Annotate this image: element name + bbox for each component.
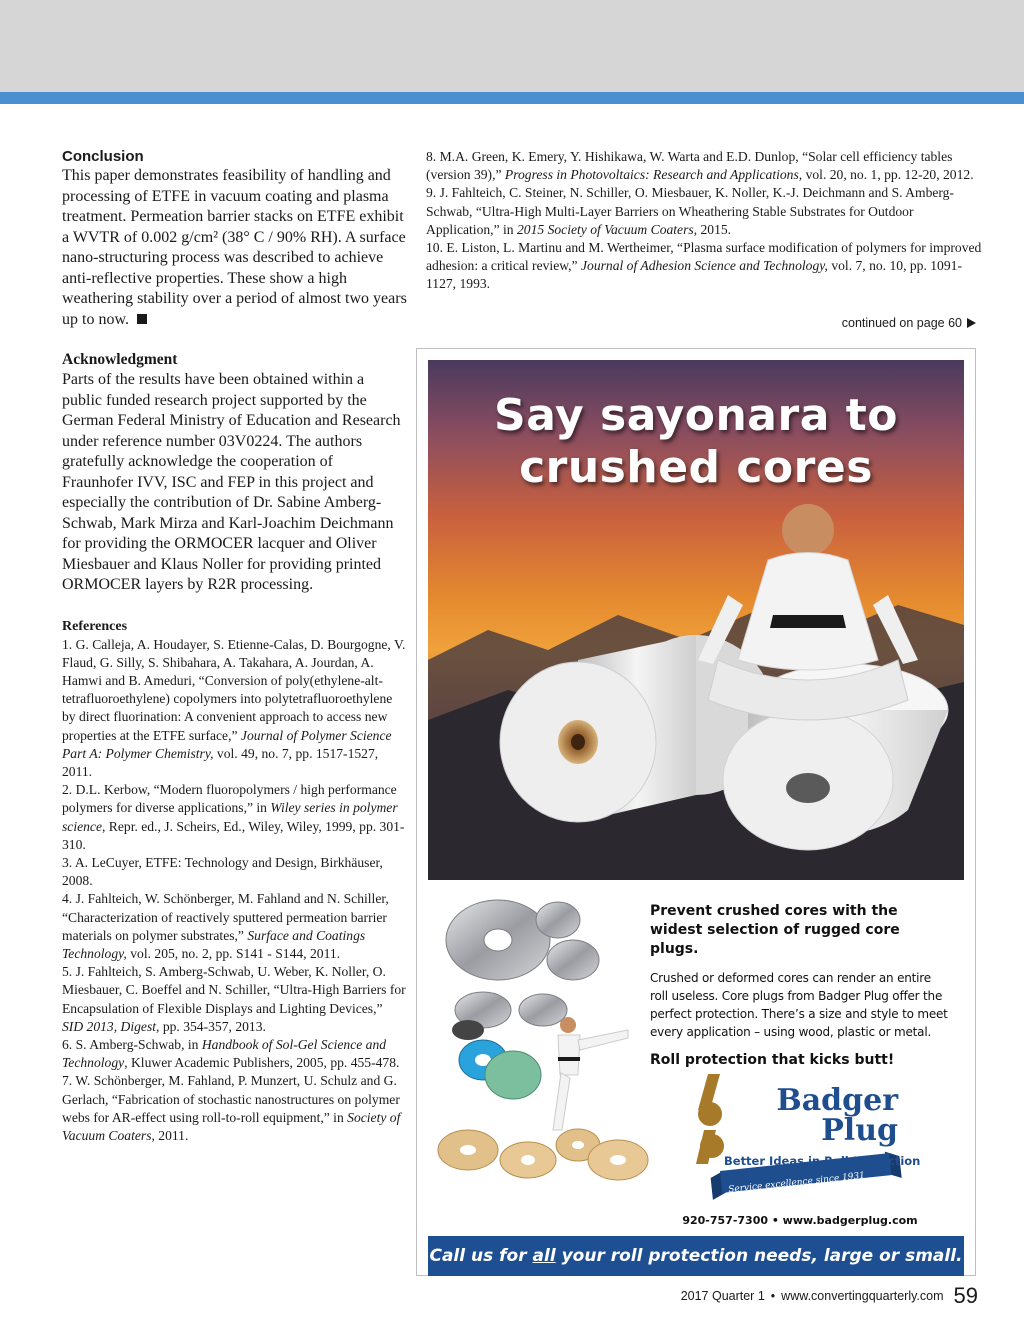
reference-pre: 9. J. Fahlteich, C. Steiner, N. Schiller, O. Miesbauer, K. Noller, K.-J. Deichmann and S. Amberg-Schwab, “Ultra-High Multi-Layer Barriers on Wheathering Stable Substrates for Outdoor Application,” in (426, 185, 955, 237)
conclusion-heading: Conclusion (62, 148, 144, 165)
reference-item (426, 148, 986, 184)
ad-subhead: Prevent crushed cores with the widest selection of rugged core plugs. (650, 903, 900, 957)
reference-post: , Kluwer Academic Publishers, 2005, pp. 455-478. (124, 1055, 400, 1071)
top-banner (0, 0, 1024, 92)
reference-ital: Journal of Adhesion Science and Technology, (581, 258, 828, 274)
reference-item (62, 963, 407, 1036)
brand-name: Badger Plug (776, 1083, 898, 1148)
reference-ital: Society of Vacuum Coaters (62, 1109, 401, 1143)
reference-pre: 4. J. Fahlteich, W. Schönberger, M. Fahland and N. Schiller, “Characterization of reactively sputtered permeation barrier materials on polymer substrates,” (62, 891, 389, 943)
ad-headline: Say sayonara to crushed cores (494, 390, 898, 493)
continued-note[interactable]: continued on page 60 (842, 316, 976, 330)
reference-pre: 8. M.A. Green, K. Emery, Y. Hishikawa, W. Warta and E.D. Dunlop, “Solar cell efficiency tables (version 39),” (426, 149, 953, 183)
reference-post: vol. 49, no. 7, pp. 1517-1527, 2011. (62, 745, 379, 779)
play-arrow-icon (967, 318, 976, 328)
acknowledgment-heading: Acknowledgment (62, 351, 178, 368)
conclusion-text: This paper demonstrates feasibility of handling and processing of ETFE in vacuum coating and plasma treatment. Permeation barrier stacks on ETFE exhibit a WVTR of 0.002 g/cm² (38° C / 90% RH). A surface nano-structuring process was described to achieve anti-reflective properties. These show a high weathering stability over a period of almost two years up to now. (62, 167, 407, 328)
reference-pre: 6. S. Amberg-Schwab, in (62, 1036, 202, 1052)
reference-pre: 3. A. LeCuyer, ETFE: Technology and Design, Birkhäuser, 2008. (62, 854, 383, 889)
ad-footer-banner: Call us for all your roll protection needs, large or small. (428, 1236, 964, 1276)
reference-ital: 2015 Society of Vacuum Coaters (516, 221, 694, 237)
reference-item (62, 781, 407, 854)
reference-item (62, 890, 407, 963)
right-column-references (426, 148, 986, 294)
references-list-left (62, 636, 407, 1146)
karate-man-image (698, 504, 918, 720)
reference-pre: 2. D.L. Kerbow, “Modern fluoropolymers / high performance polymers for diverse applications,” in (62, 782, 397, 816)
page-number: 59 (953, 1283, 978, 1308)
reference-post: vol. 7, no. 10, pp. 1091-1127, 1993. (426, 258, 962, 292)
reference-ital: Handbook of Sol-Gel Science and Technology (62, 1036, 387, 1071)
site-link[interactable]: www.convertingquarterly.com (781, 1289, 944, 1303)
brand-tagline: Better Ideas in Roll Protection (724, 1154, 921, 1168)
reference-item (62, 636, 407, 782)
reference-item (426, 239, 986, 294)
acknowledgment-text: Parts of the results have been obtained within a public funded research project supported by the German Federal Ministry of Education and Research under reference number 03V0224. The authors gratefully acknowledge the cooperation of Fraunhofer IVV, ISC and FEP in this project and especially the contribution of Dr. Sabine Amberg-Schwab, Mark Mirza and Karl-Joachim Deichmann for providing the ORMOCER lacquer and Oliver Miesbauer and Klaus Noller for providing printed ORMOCER layers by R2R processing. (62, 371, 401, 593)
top-accent-bar (0, 92, 1024, 104)
badger-plug-advertisement (428, 360, 964, 1276)
reference-post: , 2011. (151, 1127, 189, 1143)
reference-post: vol. 205, no. 2, pp. S141 - S144, 2011. (126, 945, 341, 961)
reference-pre: 1. G. Calleja, A. Houdayer, S. Etienne-Calas, D. Bourgogne, V. Flaud, G. Silly, S. Shibahara, A. Takahara, A. Jourdan, A. Hamwi and B. Ameduri, “Conversion of poly(ethylene-alt-tetrafluoroethylene) copolymers into polytetrafluoroethylene by direct fluorination: A convenient approach to access new properties at the ETFE surface,” (62, 636, 406, 743)
issue-label: 2017 Quarter 1 (680, 1289, 765, 1303)
reference-ital: SID 2013, Digest, (62, 1018, 160, 1034)
reference-item (426, 184, 986, 239)
ad-tagline: Roll protection that kicks butt! (650, 1052, 895, 1068)
references-list-right (426, 148, 986, 294)
reference-post: , Repr. ed., J. Scheirs, Ed., Wiley, Wiley, 1999, pp. 301-310. (62, 818, 405, 852)
reference-item (62, 854, 407, 890)
references-heading: References (62, 618, 128, 634)
page-footer (681, 1283, 978, 1309)
ad-copy (650, 902, 950, 1070)
service-ribbon-text: Service excellence since 1931 (727, 1170, 866, 1196)
reference-ital: Progress in Photovoltaics: Research and Applications, (504, 167, 803, 183)
reference-pre: 5. J. Fahlteich, S. Amberg-Schwab, U. Weber, K. Noller, O. Miesbauer, C. Boeffel and N. Schiller, “Ultra-High Barriers for Encapsulation of Flexible Displays and Lighting Devices,” (62, 964, 406, 1016)
kicking-figure-image (553, 1017, 628, 1130)
reference-ital: Wiley series in polymer science (62, 800, 398, 834)
footer-bullet: • (770, 1289, 776, 1303)
reference-pre: 10. E. Liston, L. Martinu and M. Wertheimer, “Plasma surface modification of polymers for improved adhesion: a critical review,” (426, 240, 982, 274)
end-mark-icon (137, 314, 147, 324)
reference-item (62, 1036, 407, 1072)
reference-post: vol. 20, no. 1, pp. 12-20, 2012. (802, 167, 974, 183)
reference-post: pp. 354-357, 2013. (159, 1018, 266, 1034)
left-column (62, 148, 407, 1145)
reference-pre: 7. W. Schönberger, M. Fahland, P. Munzert, U. Schulz and G. Gerlach, “Fabrication of stochastic nanostructures on polymer webs for AR-effect using roll-to-roll equipment,” in (62, 1073, 400, 1125)
reference-ital: Surface and Coatings Technology, (62, 927, 366, 961)
badger-plug-logo-image (696, 1074, 724, 1164)
reference-item (62, 1072, 407, 1145)
reference-ital: Journal of Polymer Science Part A: Polymer Chemistry, (62, 727, 392, 761)
ad-contact[interactable]: 920-757-7300 • www.badgerplug.com (682, 1214, 918, 1227)
ad-body-text: Crushed or deformed cores can render an entire roll useless. Core plugs from Badger Plug offer the perfect protection. There’s a size and style to meet every application – using wood, plastic or metal. (650, 971, 948, 1039)
reference-post: , 2015. (693, 221, 732, 237)
